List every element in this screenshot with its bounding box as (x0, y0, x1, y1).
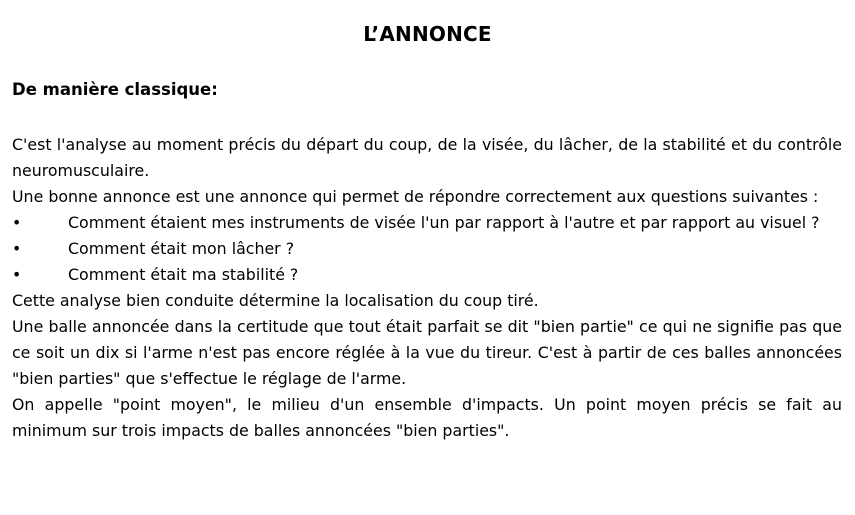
bullet-marker: • (12, 265, 22, 284)
list-item (12, 210, 842, 236)
paragraph-definition: C'est l'analyse au moment précis du départ du coup, de la visée, du lâcher, de la stabilité et du contrôle neuromusculaire. (12, 135, 842, 180)
page-title: L’ANNONCE (363, 22, 492, 46)
list-item (12, 236, 842, 262)
bullet-text: Comment étaient mes instruments de visée l'un par rapport à l'autre et par rapport au visuel ? (68, 213, 820, 232)
paragraph-analysis: Cette analyse bien conduite détermine la localisation du coup tiré. (12, 291, 539, 310)
bullet-text: Comment était mon lâcher ? (68, 239, 295, 258)
bullet-text: Comment était ma stabilité ? (68, 265, 299, 284)
section-subtitle: De manière classique: (12, 80, 218, 99)
paragraph-point-moyen: On appelle "point moyen", le milieu d'un ensemble d'impacts. Un point moyen précis se fait au minimum sur trois impacts de balles annoncées "bien parties". (12, 395, 842, 440)
paragraph-bien-partie: Une balle annoncée dans la certitude que tout était parfait se dit "bien partie" ce qui ne signifie pas que ce soit un dix si l'arme n'est pas encore réglée à la vue du tireur. C'est à partir de ces balles annoncées "bien parties" que s'effectue le réglage de l'arme. (12, 317, 842, 388)
list-item (12, 262, 842, 288)
bullet-marker: • (12, 239, 22, 258)
document-body (12, 132, 842, 444)
paragraph-good-announce: Une bonne annonce est une annonce qui permet de répondre correctement aux questions suivantes : (12, 187, 819, 206)
bullet-marker: • (12, 213, 22, 232)
